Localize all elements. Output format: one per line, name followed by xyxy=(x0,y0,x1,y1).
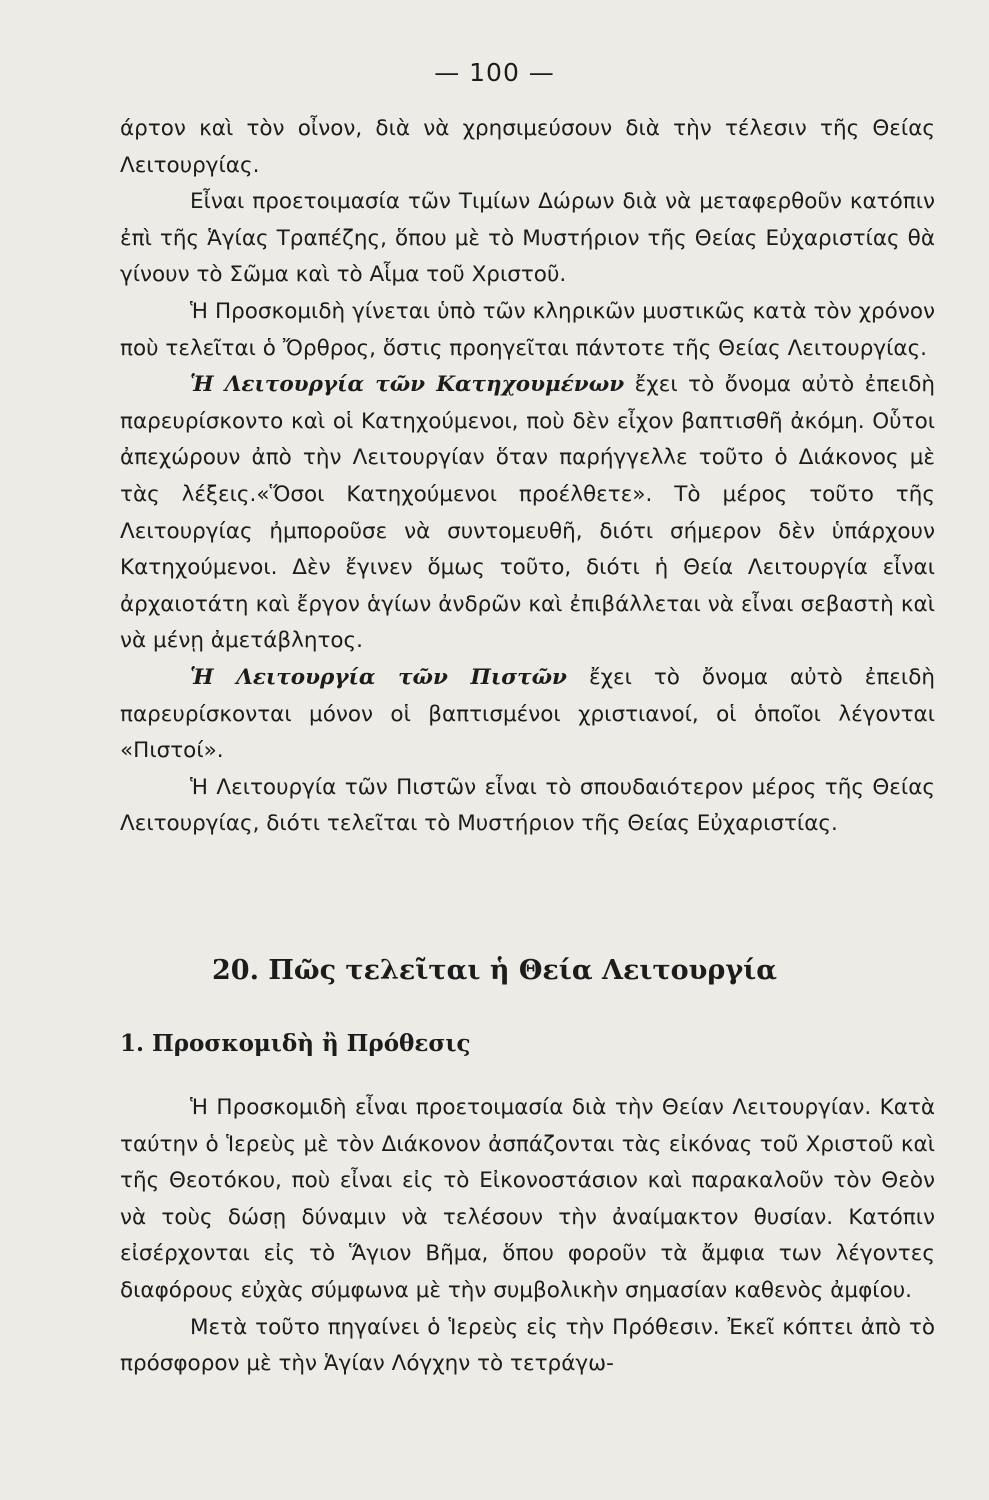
body-text-bottom xyxy=(120,1090,935,1383)
paragraph: Ἡ Λειτουργία τῶν Πιστῶν εἶναι τὸ σπουδαιότερον μέρος τῆς Θείας Λειτουργίας, διότι τελεῖται τὸ Μυστήριον τῆς Θείας Εὐχαριστίας. xyxy=(120,774,935,837)
paragraph: άρτον καὶ τὸν οἶνον, διὰ νὰ χρησιμεύσουν διὰ τὴν τέλεσιν τῆς Θείας Λειτουργίας. xyxy=(120,116,935,178)
paragraph: Ἡ Προσκομιδὴ εἶναι προετοιμασία διὰ τὴν Θείαν Λειτουργίαν. Κατὰ ταύτην ὁ Ἱερεὺς μὲ τὸν Διάκονον ἀσπάζονται τὰς εἰκόνας τοῦ Χριστοῦ καὶ τῆς Θεοτόκου, ποὺ εἶναι εἰς τὸ Εἰκονοστάσιον καὶ παρακαλοῦν τὸν Θεὸν νὰ τοὺς δώσῃ δύναμιν νὰ τελέσουν τὴν ἀναίμακτον θυσίαν. Κατόπιν εἰσέρχονται εἰς τὸ Ἅγιον Βῆμα, ὅπου φοροῦν τὰ ἄμφια των λέγοντες διαφόρους εὐχὰς σύμφωνα μὲ τὴν συμβολικὴν σημασίαν καθενὸς ἀμφίου. xyxy=(120,1095,935,1303)
body-text-top xyxy=(120,111,935,843)
paragraph: Ἡ Προσκομιδὴ γίνεται ὑπὸ τῶν κληρικῶν μυστικῶς κατὰ τὸν χρόνον ποὺ τελεῖται ὁ Ὄρθρος, ὅστις προηγεῖται πάντοτε τῆς Θείας Λειτουργίας. xyxy=(120,298,935,361)
term-catechumens: Ἡ Λειτουργία τῶν Κατηχουμένων xyxy=(190,372,625,398)
paragraph: Μετὰ τοῦτο πηγαίνει ὁ Ἱερεὺς εἰς τὴν Πρόθεσιν. Ἐκεῖ κόπτει ἀπὸ τὸ πρόσφορον μὲ τὴν Ἁγίαν Λόγχην τὸ τετράγω- xyxy=(120,1314,935,1377)
paragraph: Εἶναι προετοιμασία τῶν Τιμίων Δώρων διὰ νὰ μεταφερθοῦν κατόπιν ἐπὶ τῆς Ἁγίας Τραπέζης, ὅπου μὲ τὸ Μυστήριον τῆς Θείας Εὐχαριστίας θὰ γίνουν τὸ Σῶμα καὶ τὸ Αἷμα τοῦ Χριστοῦ. xyxy=(120,189,935,288)
section-heading: 20. Πῶς τελεῖται ἡ Θεία Λειτουργία xyxy=(212,955,777,986)
page-number: — 100 — xyxy=(434,58,555,87)
paragraph xyxy=(120,660,935,770)
paragraph xyxy=(120,367,935,660)
term-faithful: Ἡ Λειτουργία τῶν Πιστῶν xyxy=(190,664,567,690)
paragraph-text: ἔχει τὸ ὄνομα αὐτὸ ἐπειδὴ παρευρίσκονται μόνον οἱ βαπτισμένοι χριστιανοί, οἱ ὁποῖοι λέγονται «Πιστοί». xyxy=(120,664,935,764)
subsection-heading: 1. Προσκομιδὴ ἢ Πρόθεσις xyxy=(120,1030,471,1057)
paragraph-text: ἔχει τὸ ὄνομα αὐτὸ ἐπειδὴ παρευρίσκοντο καὶ οἱ Κατηχούμενοι, ποὺ δὲν εἶχον βαπτισθῆ ἀκόμη. Οὗτοι ἀπεχώρουν ἀπὸ τὴν Λειτουργίαν ὅταν παρήγγελλε τοῦτο ὁ Διάκονος μὲ τὰς λέξεις.«Ὅσοι Κατηχούμενοι προέλθετε». Τὸ μέρος τοῦτο τῆς Λειτουργίας ἠμποροῦσε νὰ συντομευθῆ, διότι σήμερον δὲν ὑπάρχουν Κατηχούμενοι. Δὲν ἔγινεν ὅμως τοῦτο, διότι ἡ Θεία Λειτουργία εἶναι ἀρχαιοτάτη καὶ ἔργον ἁγίων ἀνδρῶν καὶ ἐπιβάλλεται νὰ εἶναι σεβαστὴ καὶ νὰ μένῃ ἀμετάβλητος. xyxy=(120,372,935,654)
